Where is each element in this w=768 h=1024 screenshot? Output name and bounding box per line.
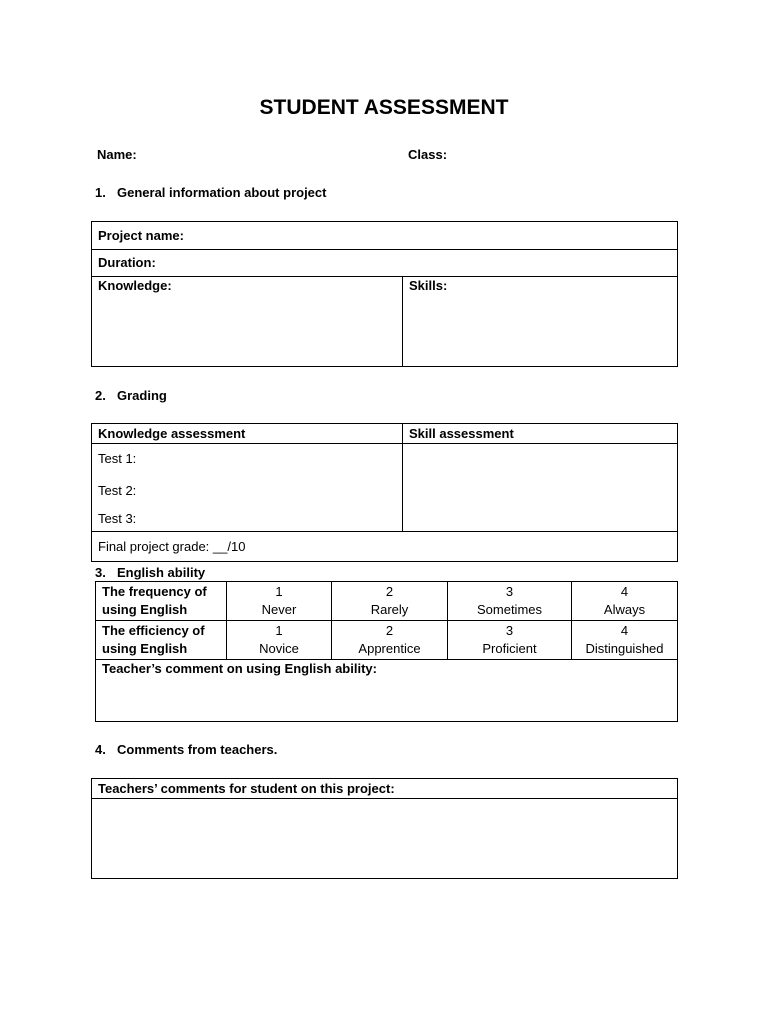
teacher-comment-label: Teacher’s comment on using English ability:: [102, 661, 377, 676]
class-label: Class:: [408, 147, 448, 162]
project-name-label: Project name:: [98, 228, 184, 243]
duration-label: Duration:: [98, 255, 156, 270]
project-info-table: [91, 221, 678, 367]
section3-number: 3.: [95, 565, 106, 580]
row-divider: [92, 249, 677, 250]
efficiency-level-number: 4: [620, 623, 629, 638]
frequency-level-text: Always: [603, 602, 646, 617]
frequency-level-text: Sometimes: [476, 602, 543, 617]
section2-heading: [95, 388, 167, 403]
column-divider: [402, 424, 403, 531]
frequency-level-number: 4: [620, 584, 629, 599]
frequency-level-number: 2: [385, 584, 394, 599]
section2-title: Grading: [117, 388, 167, 403]
frequency-level-text: Rarely: [370, 602, 409, 617]
frequency-level-text: Never: [261, 602, 297, 617]
page-title: STUDENT ASSESSMENT: [259, 96, 509, 119]
section2-number: 2.: [95, 388, 106, 403]
test-2-label: Test 2:: [98, 483, 137, 498]
efficiency-label-line1: The efficiency of: [102, 623, 205, 638]
teacher-comments-label: Teachers’ comments for student on this project:: [98, 781, 395, 796]
frequency-level-number: 1: [275, 584, 283, 599]
section3-title: English ability: [117, 565, 206, 580]
frequency-level-number: 3: [505, 584, 514, 599]
name-label: Name:: [97, 147, 137, 162]
column-divider: [402, 276, 403, 366]
efficiency-level-text: Proficient: [482, 641, 537, 656]
section1-number: 1.: [95, 185, 106, 200]
efficiency-level-number: 2: [385, 623, 394, 638]
efficiency-label-line2: using English: [102, 641, 188, 656]
section1-heading: [95, 185, 326, 200]
row-divider: [92, 798, 677, 799]
final-grade-label: Final project grade: __/10: [98, 539, 246, 554]
row-divider: [92, 443, 677, 444]
knowledge-label: Knowledge:: [98, 278, 172, 293]
english-ability-table: [95, 581, 678, 722]
test-3-label: Test 3:: [98, 511, 137, 526]
efficiency-level-number: 3: [505, 623, 514, 638]
efficiency-level-text: Apprentice: [358, 641, 421, 656]
section4-heading: [95, 742, 277, 757]
row-divider: [96, 620, 677, 621]
efficiency-level-number: 1: [275, 623, 283, 638]
test-1-label: Test 1:: [98, 451, 137, 466]
skills-label: Skills:: [409, 278, 448, 293]
row-divider: [92, 276, 677, 277]
efficiency-level-text: Novice: [259, 641, 299, 656]
row-divider: [92, 531, 677, 532]
grading-table: [91, 423, 678, 562]
skill-assessment-header: Skill assessment: [409, 426, 514, 441]
knowledge-assessment-header: Knowledge assessment: [98, 426, 246, 441]
teacher-comments-table: [91, 778, 678, 879]
efficiency-level-text: Distinguished: [585, 641, 664, 656]
section1-title: General information about project: [117, 185, 327, 200]
section4-number: 4.: [95, 742, 106, 757]
section3-heading: [95, 565, 205, 580]
frequency-label-line1: The frequency of: [102, 584, 207, 599]
section4-title: Comments from teachers.: [117, 742, 278, 757]
frequency-label-line2: using English: [102, 602, 188, 617]
